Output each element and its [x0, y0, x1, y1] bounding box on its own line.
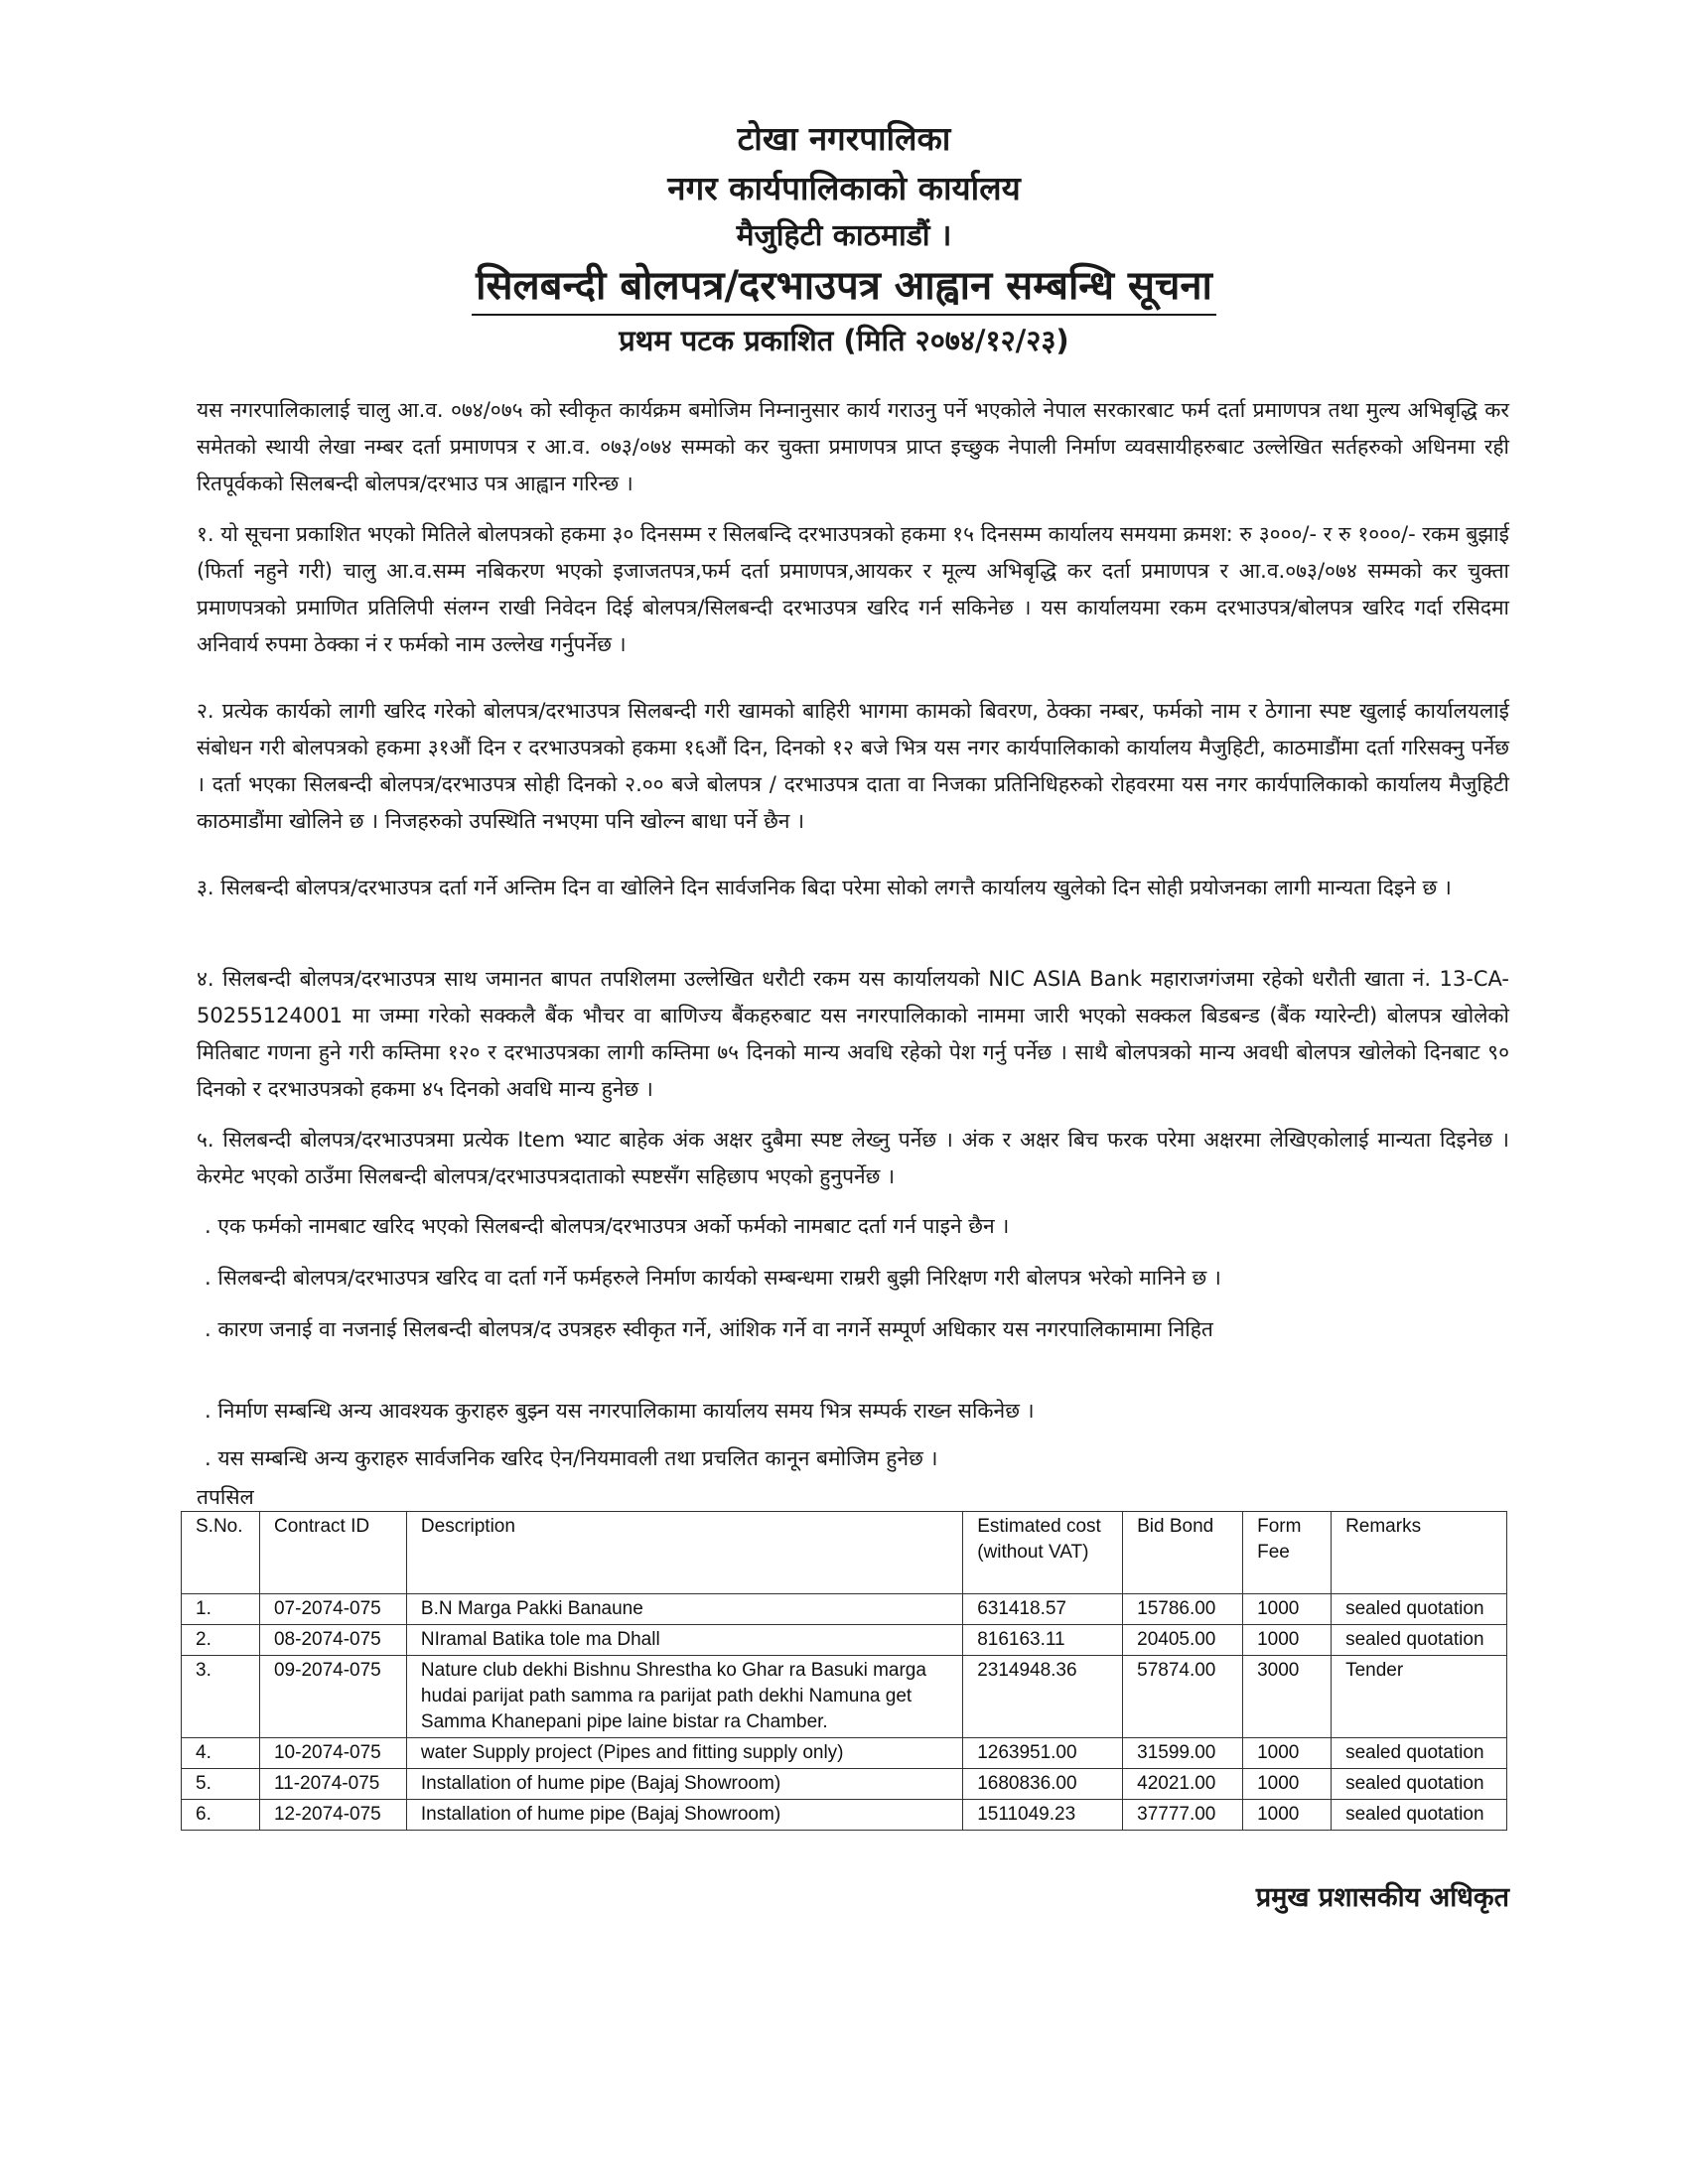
table-row [182, 1800, 1507, 1831]
contract-schedule-table [181, 1511, 1507, 1831]
clause-4: ४. सिलबन्दी बोलपत्र/दरभाउपत्र साथ जमानत बापत तपशिलमा उल्लेखित धरौटी रकम यस कार्यालयको NIC ASIA Bank महाराजगंजमा रहेको धरौती खाता नं. 13-CA-50255124001 मा जम्मा गरेको सक्कलै बैंक भौचर वा बाणिज्य बैंकहरुबाट यस नगरपालिकाको नाममा जारी भएको सक्कल बिडबन्ड (बैंक ग्यारेन्टी) बोलपत्र खोलेको मितिबाट गणना हुने गरी कम्तिमा १२० र दरभाउपत्रका लागी कम्तिमा ७५ दिनको मान्य अवधि रहेको पेश गर्नु पर्नेछ । साथै बोलपत्रको मान्य अवधी बोलपत्र खोलेको दिनबाट ९० दिनको र दरभाउपत्रको हकमा ४५ दिनको अवधि मान्य हुनेछ । [197, 967, 1509, 1101]
table-cell: Nature club dekhi Bishnu Shrestha ko Ghar ra Basuki marga hudai parijat path samma ra parijat path dekhi Namuna get Samma Khanepani pipe laine bistar ra Chamber. [406, 1656, 962, 1738]
table-cell: 10-2074-075 [259, 1738, 406, 1769]
column-header: Remarks [1332, 1512, 1507, 1594]
office-name: नगर कार्यपालिकाको कार्यालय [667, 169, 1021, 207]
table-cell: 20405.00 [1123, 1625, 1243, 1656]
table-cell: 07-2074-075 [259, 1594, 406, 1625]
table-cell: Installation of hume pipe (Bajaj Showroom) [406, 1769, 962, 1800]
table-cell: 1000 [1243, 1625, 1332, 1656]
clause-2: २. प्रत्येक कार्यको लागी खरिद गरेको बोलपत्र/दरभाउपत्र सिलबन्दी गरी खामको बाहिरी भागमा कामको बिवरण, ठेक्का नम्बर, फर्मको नाम र ठेगाना स्पष्ट खुलाई कार्यालयलाई संबोधन गरी बोलपत्रको हकमा ३१औं दिन र दरभाउपत्रको हकमा १६औं दिन, दिनको १२ बजे भित्र यस नगर कार्यपालिकाको कार्यालय मैजुहिटी, काठमाडौंमा दर्ता गरिसक्नु पर्नेछ । दर्ता भएका सिलबन्दी बोलपत्र/दरभाउपत्र सोही दिनको २.०० बजे बोलपत्र / दरभाउपत्र दाता वा निजका प्रतिनिधिहरुको रोहवरमा यस नगर कार्यपालिकाको कार्यालय मैजुहिटी काठमाडौंमा खोलिने छ । निजहरुको उपस्थिति नभएमा पनि खोल्न बाधा पर्ने छैन । [197, 699, 1509, 833]
table-row [182, 1656, 1507, 1738]
clause-8: . कारण जनाई वा नजनाई सिलबन्दी बोलपत्र/द उपत्रहरु स्वीकृत गर्ने, आंशिक गर्ने वा नगर्ने सम्पूर्ण अधिकार यस नगरपालिकामामा निहित [205, 1317, 1213, 1341]
publication-date: प्रथम पटक प्रकाशित (मिति २०७४/१२/२३) [619, 324, 1069, 357]
table-cell: 11-2074-075 [259, 1769, 406, 1800]
table-cell: 2314948.36 [963, 1656, 1123, 1738]
office-address: मैजुहिटी काठमाडौं । [736, 218, 952, 253]
notice-title: सिलबन्दी बोलपत्र/दरभाउपत्र आह्वान सम्बन्धि सूचना [472, 260, 1216, 316]
table-row [182, 1769, 1507, 1800]
clause-5: ५. सिलबन्दी बोलपत्र/दरभाउपत्रमा प्रत्येक Item भ्याट बाहेक अंक अक्षर दुबैमा स्पष्ट लेख्नु पर्नेछ । अंक र अक्षर बिच फरक परेमा अक्षरमा लेखिएकोलाई मान्यता दिइनेछ । केरमेट भएको ठाउँमा सिलबन्दी बोलपत्र/दरभाउपत्रदाताको स्पष्टसँग सहिछाप भएको हुनुपर्नेछ । [197, 1128, 1509, 1188]
clause-3: ३. सिलबन्दी बोलपत्र/दरभाउपत्र दर्ता गर्ने अन्तिम दिन वा खोलिने दिन सार्वजनिक बिदा परेमा सोको लगत्तै कार्यालय खुलेको दिन सोही प्रयोजनका लागी मान्यता दिइने छ । [197, 876, 1452, 899]
table-cell: 3000 [1243, 1656, 1332, 1738]
column-header: Estimated cost (without VAT) [963, 1512, 1123, 1594]
table-cell: sealed quotation [1332, 1769, 1507, 1800]
table-cell: 1263951.00 [963, 1738, 1123, 1769]
table-cell: 09-2074-075 [259, 1656, 406, 1738]
clause-6: . एक फर्मको नामबाट खरिद भएको सिलबन्दी बोलपत्र/दरभाउपत्र अर्को फर्मको नामबाट दर्ता गर्न पाइने छैन । [205, 1214, 1010, 1238]
table-row [182, 1738, 1507, 1769]
table-cell: 15786.00 [1123, 1594, 1243, 1625]
table-row [182, 1625, 1507, 1656]
table-row [182, 1594, 1507, 1625]
schedule-caption: तपसिल [197, 1485, 254, 1509]
table-cell: 37777.00 [1123, 1800, 1243, 1831]
table-cell: 42021.00 [1123, 1769, 1243, 1800]
clause-1: १. यो सूचना प्रकाशित भएको मितिले बोलपत्रको हकमा ३० दिनसम्म र सिलबन्दि दरभाउपत्रको हकमा १५ दिनसम्म कार्यालय समयमा क्रमश: रु ३०००/- र रु १०००/- रकम बुझाई (फिर्ता नहुने गरी) चालु आ.व.सम्म नबिकरण भएको इजाजतपत्र,फर्म दर्ता प्रमाणपत्र,आयकर र मूल्य अभिबृद्धि कर दर्ता प्रमाणपत्र र आ.व.०७३/०७४ सम्मको कर चुक्ता प्रमाणपत्रको प्रमाणित प्रतिलिपी संलग्न राखी निवेदन दिई बोलपत्र/सिलबन्दी दरभाउपत्र खरिद गर्न सकिनेछ । यस कार्यालयमा रकम दरभाउपत्र/बोलपत्र खरिद गर्दा रसिदमा अनिवार्य रुपमा ठेक्का नं र फर्मको नाम उल्लेख गर्नुपर्नेछ । [197, 522, 1509, 656]
table-cell: sealed quotation [1332, 1738, 1507, 1769]
table-cell: 1. [182, 1594, 260, 1625]
table-cell: B.N Marga Pakki Banaune [406, 1594, 962, 1625]
table-header-row [182, 1512, 1507, 1594]
table-cell: sealed quotation [1332, 1625, 1507, 1656]
clause-7: . सिलबन्दी बोलपत्र/दरभाउपत्र खरिद वा दर्ता गर्ने फर्महरुले निर्माण कार्यको सम्बन्धमा राम्ररी बुझी निरिक्षण गरी बोलपत्र भरेको मानिने छ । [205, 1266, 1221, 1290]
table-cell: water Supply project (Pipes and fitting supply only) [406, 1738, 962, 1769]
intro-paragraph: यस नगरपालिकालाई चालु आ.व. ०७४/०७५ को स्वीकृत कार्यक्रम बमोजिम निम्नानुसार कार्य गराउनु पर्ने भएकोले नेपाल सरकारबाट फर्म दर्ता प्रमाणपत्र तथा मुल्य अभिबृद्धि कर समेतको स्थायी लेखा नम्बर दर्ता प्रमाणपत्र र आ.व. ०७३/०७४ सम्मको कर चुक्ता प्रमाणपत्र प्राप्त इच्छुक नेपाली निर्माण व्यवसायीहरुबाट उल्लेखित सर्तहरुको अधिनमा रही रितपूर्वकको सिलबन्दी बोलपत्र/दरभाउ पत्र आह्वान गरिन्छ । [197, 398, 1509, 495]
table-cell: 1000 [1243, 1738, 1332, 1769]
table-cell: 1680836.00 [963, 1769, 1123, 1800]
table-cell: 816163.11 [963, 1625, 1123, 1656]
table-cell: 08-2074-075 [259, 1625, 406, 1656]
notice-title-wrap [0, 260, 1688, 316]
table-cell: 1000 [1243, 1594, 1332, 1625]
table-cell: NIramal Batika tole ma Dhall [406, 1625, 962, 1656]
table-cell: 6. [182, 1800, 260, 1831]
table-cell: sealed quotation [1332, 1800, 1507, 1831]
table-cell: 3. [182, 1656, 260, 1738]
column-header: S.No. [182, 1512, 260, 1594]
column-header: Form Fee [1243, 1512, 1332, 1594]
table-cell: 57874.00 [1123, 1656, 1243, 1738]
table-cell: 2. [182, 1625, 260, 1656]
table-cell: 4. [182, 1738, 260, 1769]
table-cell: 1511049.23 [963, 1800, 1123, 1831]
table-cell: sealed quotation [1332, 1594, 1507, 1625]
column-header: Description [406, 1512, 962, 1594]
table-cell: 1000 [1243, 1769, 1332, 1800]
table-cell: 5. [182, 1769, 260, 1800]
signatory-title: प्रमुख प्रशासकीय अधिकृत [1255, 1882, 1509, 1913]
municipality-name: टोखा नगरपालिका [737, 119, 951, 158]
table-cell: Installation of hume pipe (Bajaj Showroom) [406, 1800, 962, 1831]
table-cell: 631418.57 [963, 1594, 1123, 1625]
table-cell: 1000 [1243, 1800, 1332, 1831]
clause-9: . निर्माण सम्बन्धि अन्य आवश्यक कुराहरु बुझ्न यस नगरपालिकामा कार्यालय समय भित्र सम्पर्क राख्न सकिनेछ । [205, 1399, 1035, 1423]
table-cell: Tender [1332, 1656, 1507, 1738]
table-cell: 31599.00 [1123, 1738, 1243, 1769]
column-header: Bid Bond [1123, 1512, 1243, 1594]
clause-10: . यस सम्बन्धि अन्य कुराहरु सार्वजनिक खरिद ऐन/नियमावली तथा प्रचलित कानून बमोजिम हुनेछ । [205, 1446, 938, 1470]
table-cell: 12-2074-075 [259, 1800, 406, 1831]
column-header: Contract ID [259, 1512, 406, 1594]
